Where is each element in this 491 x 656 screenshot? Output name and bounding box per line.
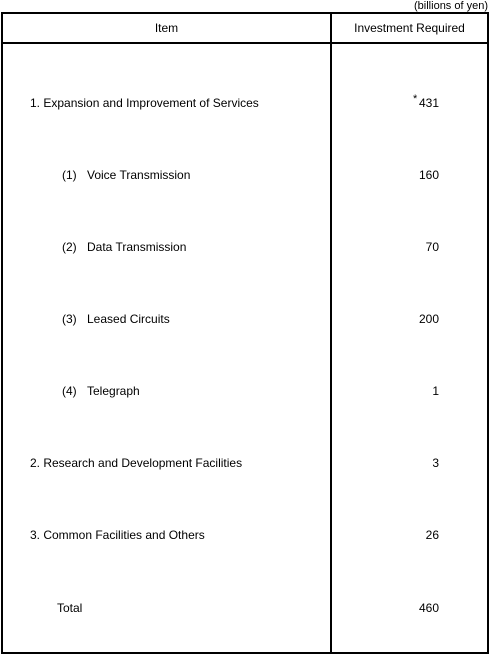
row-value: 200 [418,312,439,326]
row-label: Leased Circuits [87,312,170,326]
investment-table [1,12,489,654]
row-number: (2) [62,240,77,254]
table-row [3,311,487,327]
header-divider [3,42,487,44]
table-row [3,95,487,111]
row-value: 70 [425,240,439,254]
header-item: Item [154,21,179,35]
total-row [3,600,487,616]
unit-note: (billions of yen) [414,0,488,12]
table-row [3,383,487,399]
row-label: 3. Common Facilities and Others [30,528,205,542]
row-label: Data Transmission [87,240,187,254]
footnote-marker: * [412,93,418,105]
row-value-number: 431 [418,96,439,110]
row-number: (3) [62,312,77,326]
total-value: 460 [418,601,439,615]
total-label: Total [57,601,83,615]
table-row [3,527,487,543]
row-number: (4) [62,384,77,398]
header-investment-required: Investment Required [354,21,465,35]
table-row [3,455,487,471]
row-value: 1 [432,384,439,398]
row-label: Telegraph [87,384,140,398]
row-value: 160 [418,168,439,182]
row-label: 2. Research and Development Facilities [30,456,243,470]
row-value [412,93,439,111]
row-value: 26 [425,528,439,542]
row-value: 3 [432,456,439,470]
row-label: Voice Transmission [87,168,191,182]
row-label: 1. Expansion and Improvement of Services [30,96,259,110]
row-number: (1) [62,168,77,182]
table-row [3,167,487,183]
table-row [3,239,487,255]
